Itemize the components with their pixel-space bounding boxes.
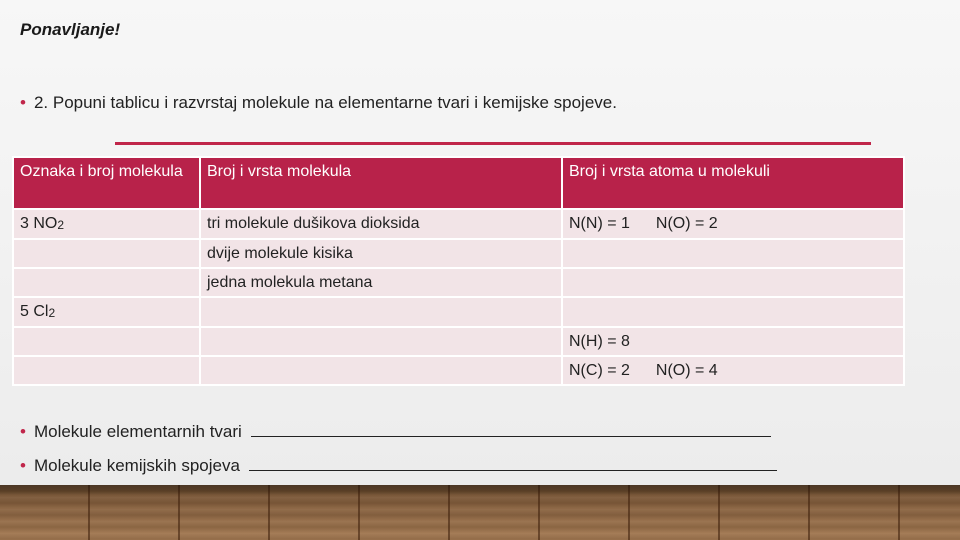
- molecule-table: [12, 156, 905, 386]
- header-broj-vrsta-atoma: Broj i vrsta atoma u molekuli: [562, 157, 904, 209]
- answer-blank-spojevi[interactable]: [249, 455, 777, 471]
- table-row: [13, 239, 904, 268]
- bullet-icon: •: [20, 422, 26, 441]
- cell-oznaka[interactable]: [13, 327, 200, 356]
- cell-molekula[interactable]: jedna molekula metana: [200, 268, 562, 297]
- bullet-icon: •: [20, 456, 26, 475]
- task-text: 2. Popuni tablicu i razvrstaj molekule na elementarne tvari i kemijske spojeve.: [33, 93, 617, 112]
- answer-label: Molekule elementarnih tvari: [33, 422, 242, 441]
- header-oznaka: Oznaka i broj molekula: [13, 157, 200, 209]
- table-row: [13, 268, 904, 297]
- cell-oznaka[interactable]: [13, 239, 200, 268]
- answer-label: Molekule kemijskih spojeva: [33, 456, 240, 475]
- bullet-icon: •: [20, 93, 26, 112]
- cell-atomi[interactable]: [562, 297, 904, 327]
- answer-line-spojevi: [20, 455, 777, 489]
- cell-molekula[interactable]: [200, 297, 562, 327]
- slide-title: Ponavljanje!: [20, 20, 121, 39]
- cell-oznaka[interactable]: [13, 356, 200, 385]
- cell-atomi[interactable]: N(N) = 1 N(O) = 2: [562, 209, 904, 239]
- cell-molekula[interactable]: tri molekule dušikova dioksida: [200, 209, 562, 239]
- cell-atomi[interactable]: [562, 239, 904, 268]
- cell-molekula[interactable]: [200, 327, 562, 356]
- answer-blank-elementarne[interactable]: [251, 421, 771, 437]
- cell-molekula[interactable]: dvije molekule kisika: [200, 239, 562, 268]
- table-row: [13, 327, 904, 356]
- answer-section: [20, 421, 777, 489]
- cell-oznaka[interactable]: 5 $Cl_2$: [13, 297, 200, 327]
- title-divider: [115, 142, 871, 145]
- cell-oznaka[interactable]: [13, 268, 200, 297]
- header-broj-vrsta-molekula: Broj i vrsta molekula: [200, 157, 562, 209]
- answer-line-elementarne: [20, 421, 777, 455]
- task-instruction: [20, 93, 617, 113]
- table-header-row: [13, 157, 904, 209]
- cell-molekula[interactable]: [200, 356, 562, 385]
- cell-atomi[interactable]: N(H) = 8: [562, 327, 904, 356]
- cell-oznaka[interactable]: 3 $NO_2$: [13, 209, 200, 239]
- table-row: [13, 209, 904, 239]
- table-row: [13, 297, 904, 327]
- cell-atomi[interactable]: N(C) = 2 N(O) = 4: [562, 356, 904, 385]
- table-row: [13, 356, 904, 385]
- cell-atomi[interactable]: [562, 268, 904, 297]
